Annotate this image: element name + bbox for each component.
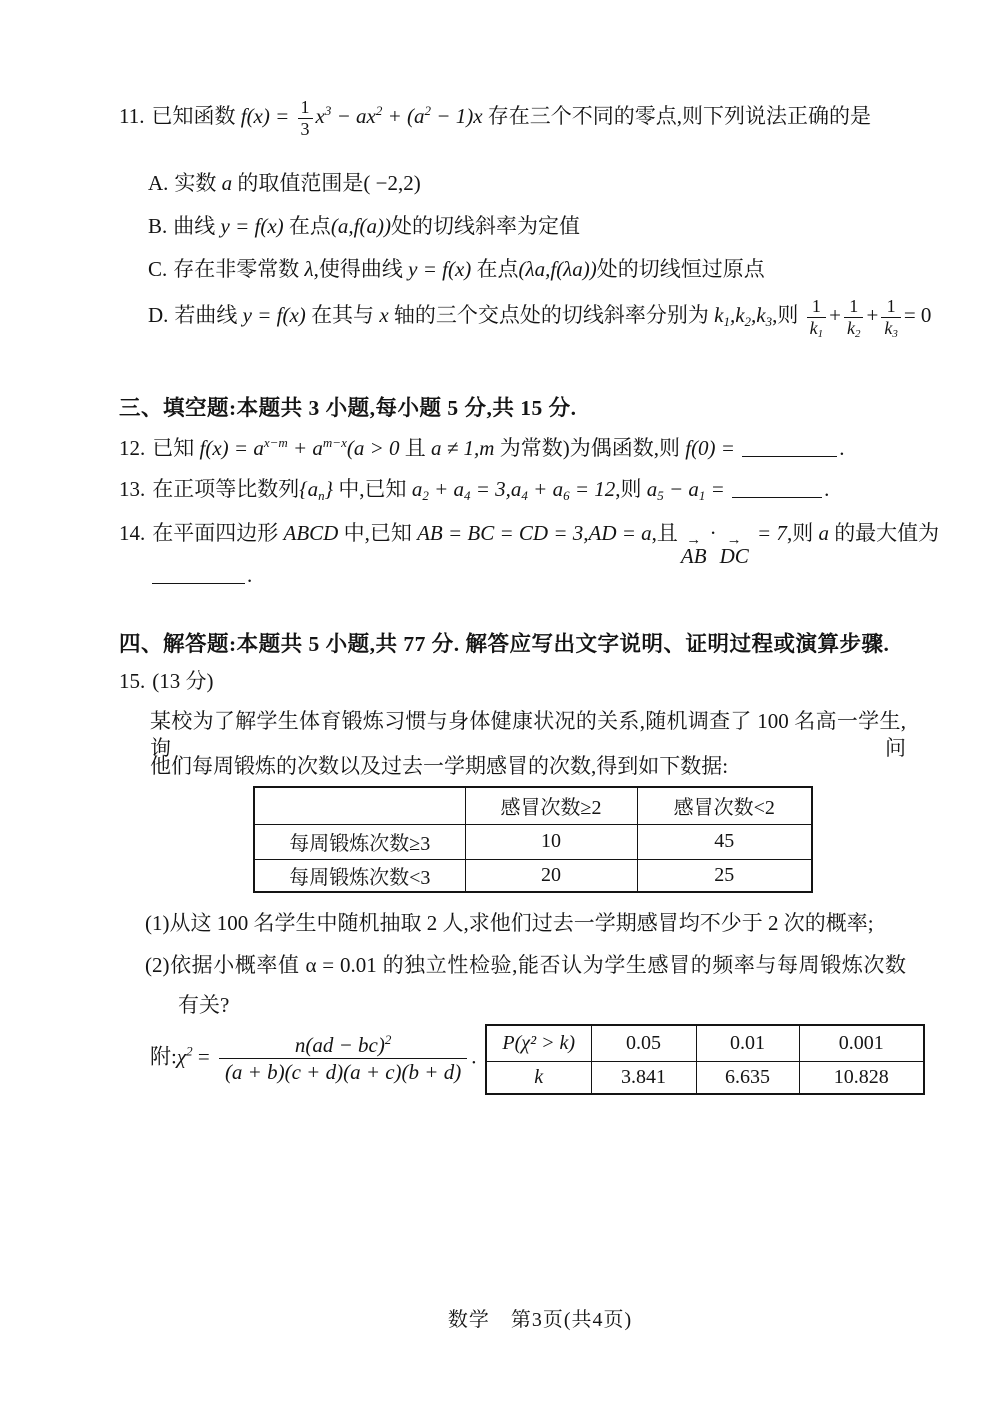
math-term: (a > 0 — [346, 436, 400, 460]
exponent: x−m — [263, 435, 288, 450]
exponent: m−x — [322, 435, 347, 450]
subscript: 1 — [698, 488, 706, 503]
math-k: ,k — [751, 303, 766, 327]
fraction-numerator — [219, 1032, 467, 1058]
question-15-part2-line1 — [145, 952, 906, 979]
math-term: a ≠ 1,m — [431, 436, 495, 460]
math-a: a — [221, 171, 233, 195]
period: . — [824, 477, 830, 501]
period: . — [247, 563, 253, 587]
fraction-denominator: (a + b)(c + d)(a + c)(b + d) — [219, 1058, 467, 1085]
math-equation — [647, 477, 725, 501]
option-label: C. — [148, 257, 168, 281]
dot-operator: · — [709, 521, 717, 545]
question-15-part2-line2: 有关? — [178, 993, 230, 1017]
question-14 — [119, 520, 939, 567]
text: 在正项等比数列 — [152, 477, 300, 501]
vector-letters: DC — [719, 544, 749, 568]
math-curve: y = f(x) — [242, 303, 306, 327]
option-text: ,使得曲线 — [313, 257, 403, 281]
option-b — [148, 213, 580, 240]
question-13 — [119, 476, 829, 503]
chi-square-formula — [150, 1032, 476, 1086]
math-abcd: ABCD — [283, 521, 339, 545]
math-sides: AB = BC = CD = 3,AD = a — [417, 521, 652, 545]
equals-sign: = — [192, 1044, 215, 1069]
subscript: 2 — [854, 327, 861, 340]
equals-zero: = 0 — [903, 303, 932, 327]
math-a: + a — [527, 477, 564, 501]
vector-ab — [680, 532, 707, 568]
question-15-paragraph-line2: 他们每周锻炼的次数以及过去一学期感冒的次数,得到如下数据: — [150, 754, 729, 778]
option-label: A. — [148, 171, 169, 195]
answer-blank — [152, 579, 245, 584]
fraction-denominator — [844, 317, 864, 339]
math-curve: y = f(x) — [220, 214, 284, 238]
math-term: + a — [287, 436, 323, 460]
table-row — [486, 1061, 924, 1094]
cell-value: 25 — [637, 859, 812, 892]
question-11-stem — [119, 97, 871, 139]
text: 的最大值为 — [834, 521, 940, 545]
fraction-numerator: 1 — [849, 296, 859, 316]
math-equals-7: = 7 — [751, 521, 787, 545]
option-label: D. — [148, 303, 169, 327]
math-term: + (a — [382, 104, 425, 128]
subscript: 5 — [657, 488, 664, 503]
math-a: = 3,a — [470, 477, 522, 501]
row-label: 每周锻炼次数≥3 — [254, 824, 465, 859]
option-text: 在点 — [288, 214, 331, 238]
math-point: (λa,f(λa)) — [518, 257, 597, 281]
subscript: 4 — [463, 488, 471, 503]
question-15-header — [119, 668, 214, 695]
answer-blank — [742, 452, 837, 457]
text: 已知 — [152, 436, 195, 460]
text: 的独立性检验,能否认为学生感冒的频率与每周锻炼次数 — [382, 953, 906, 977]
math-chi: χ — [176, 1044, 187, 1069]
text: 在平面四边形 — [152, 521, 279, 545]
critical-value: 3.841 — [591, 1061, 696, 1094]
fraction-denominator — [807, 317, 827, 339]
subscript: 1 — [817, 327, 824, 340]
subscript: 2 — [422, 488, 429, 503]
question-number: 12. — [119, 436, 146, 460]
stem-text: 存在三个不同的零点,则下列说法正确的是 — [487, 104, 872, 128]
alpha-value: 0.01 — [696, 1025, 799, 1061]
fraction-numerator: 1 — [300, 97, 310, 117]
option-label: B. — [148, 214, 168, 238]
vector-letters: AB — [680, 544, 707, 568]
fraction-one-third — [298, 97, 313, 139]
math-x: x — [315, 104, 325, 128]
text: 中,已知 — [343, 521, 412, 545]
math-a: − a — [663, 477, 699, 501]
fraction-numerator: 1 — [886, 296, 896, 316]
math-lambda: λ — [304, 257, 314, 281]
math-k: k — [846, 317, 855, 338]
page-footer: 数学 第3页(共4页) — [447, 1309, 633, 1331]
score: (13 分) — [152, 669, 214, 693]
subscript: 3 — [765, 314, 773, 329]
fraction-numerator: 1 — [811, 296, 821, 316]
math-value: = 12 — [569, 477, 616, 501]
option-text: ,则 — [772, 303, 799, 327]
vector-arrow-icon: → — [726, 532, 742, 548]
exponent: 2 — [424, 103, 432, 118]
fraction-1-over-k2 — [844, 296, 864, 338]
question-number: 13. — [119, 477, 146, 501]
alpha-value: 0.001 — [799, 1025, 924, 1061]
option-text: 的取值范围是( −2,2) — [237, 171, 421, 195]
option-text: 曲线 — [173, 214, 216, 238]
exponent: 2 — [384, 1032, 392, 1047]
option-text: 在点 — [476, 257, 519, 281]
text: ,且 — [651, 521, 678, 545]
contingency-table — [253, 786, 813, 893]
answer-blank — [732, 493, 822, 498]
math-k: k — [884, 317, 893, 338]
subscript: 6 — [563, 488, 570, 503]
plus-sign: + — [866, 303, 879, 327]
option-text: 处的切线斜率为定值 — [390, 214, 580, 238]
question-15-part1: (1)从这 100 名学生中随机抽取 2 人,求他们过去一学期感冒均不少于 2 次的概率; — [145, 911, 874, 935]
header-cell-empty — [254, 787, 465, 824]
section-3-heading: 三、填空题:本题共 3 小题,每小题 5 分,共 15 分. — [119, 396, 577, 420]
option-text: 处的切线恒过原点 — [596, 257, 765, 281]
option-a — [148, 170, 421, 197]
cell-value: 45 — [637, 824, 812, 859]
fraction-1-over-k1 — [807, 296, 827, 338]
option-text: 轴的三个交点处的切线斜率分别为 — [393, 303, 709, 327]
fraction-denominator — [881, 317, 901, 339]
fraction-denominator: 3 — [298, 118, 313, 140]
math-x: x — [379, 303, 389, 327]
math-f0: f(0) = — [685, 436, 735, 460]
option-text: 若曲线 — [174, 303, 238, 327]
subscript: 2 — [744, 314, 752, 329]
option-text: 在其与 — [311, 303, 375, 327]
option-text: 存在非零常数 — [173, 257, 300, 281]
subscript: 3 — [892, 327, 898, 340]
plus-sign: + — [829, 303, 841, 327]
text: ,则 — [615, 477, 642, 501]
vector-dc — [719, 532, 749, 568]
math-k1k2k3 — [714, 303, 772, 327]
math-k: ,k — [729, 303, 745, 327]
numerator-expression: n(ad − bc) — [294, 1033, 385, 1057]
table-row — [254, 824, 812, 859]
math-brace: {a — [299, 477, 319, 501]
period: . — [471, 1044, 477, 1069]
row-label: 每周锻炼次数<3 — [254, 859, 465, 892]
subscript: 1 — [723, 314, 730, 329]
critical-value: 6.635 — [696, 1061, 799, 1094]
question-15-paragraph-line1: 某校为了解学生体育锻炼习惯与身体健康状况的关系,随机调查了 100 名高一学生,询问 — [150, 709, 906, 761]
math-alpha: α = 0.01 — [305, 953, 377, 977]
option-text: 实数 — [174, 171, 217, 195]
subscript: 4 — [521, 488, 528, 503]
p-chi-header: P(χ² > k) — [486, 1025, 591, 1061]
option-d — [148, 296, 931, 338]
cell-value: 10 — [465, 824, 637, 859]
question-12 — [119, 435, 844, 462]
stem-text: 已知函数 — [151, 104, 236, 128]
period: . — [839, 436, 845, 460]
header-cell-colds-ge2: 感冒次数≥2 — [465, 787, 637, 824]
math-term: f(x) = a — [199, 436, 264, 460]
text: 中,已知 — [338, 477, 407, 501]
critical-value-table — [485, 1024, 925, 1095]
section-4-heading: 四、解答题:本题共 5 小题,共 77 分. 解答应写出文字说明、证明过程或演算步骤. — [119, 632, 890, 656]
question-number: 15. — [119, 669, 146, 693]
question-number: 11. — [119, 104, 145, 128]
vector-arrow-icon: → — [686, 532, 702, 548]
cell-value: 20 — [465, 859, 637, 892]
formula-fraction — [219, 1032, 467, 1086]
exponent: 3 — [324, 103, 332, 118]
table-row — [254, 859, 812, 892]
question-14-blank-line — [150, 562, 252, 589]
text: ,则 — [786, 521, 814, 545]
appendix-label: 附: — [150, 1044, 177, 1069]
text: 且 — [404, 436, 426, 460]
math-fx: f(x) = — [240, 104, 290, 128]
question-number: 14. — [119, 521, 146, 545]
table-header-row — [254, 787, 812, 824]
math-a: + a — [428, 477, 464, 501]
subscript-n: n — [318, 488, 325, 503]
text: (2)依据小概率值 — [145, 953, 300, 977]
math-term: − 1)x — [431, 104, 483, 128]
header-cell-colds-lt2: 感冒次数<2 — [637, 787, 812, 824]
critical-value: 10.828 — [799, 1061, 924, 1094]
math-a: a — [411, 477, 423, 501]
math-point: (a,f(a)) — [330, 214, 391, 238]
math-brace: } — [324, 477, 334, 501]
exponent: 2 — [375, 103, 383, 118]
text: 为常数)为偶函数,则 — [499, 436, 680, 460]
math-equation — [412, 477, 615, 501]
math-k: k — [714, 303, 724, 327]
math-curve: y = f(x) — [408, 257, 472, 281]
alpha-value: 0.05 — [591, 1025, 696, 1061]
table-row — [486, 1025, 924, 1061]
math-term: − ax — [331, 104, 376, 128]
math-equals: = — [705, 477, 725, 501]
option-c — [148, 256, 765, 283]
math-sequence — [299, 477, 333, 501]
math-a: a — [818, 521, 829, 545]
math-k: k — [809, 317, 818, 338]
k-label: k — [486, 1061, 591, 1094]
exponent: 2 — [186, 1043, 193, 1059]
math-a: a — [646, 477, 658, 501]
fraction-1-over-k3 — [881, 296, 901, 338]
